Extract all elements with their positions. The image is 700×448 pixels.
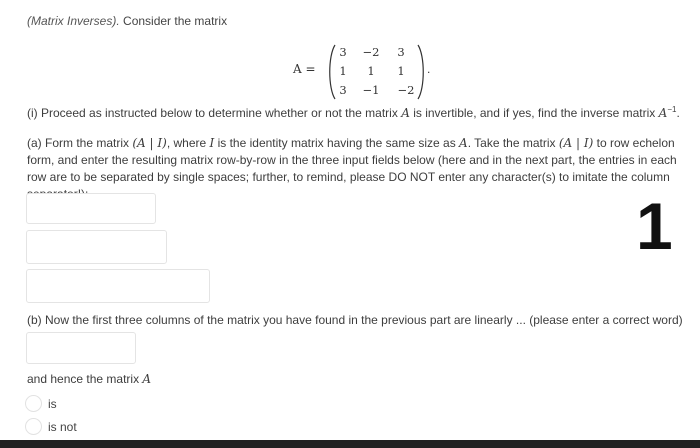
hence-text (27, 372, 151, 386)
annotation-number: 1 (636, 189, 673, 263)
part-a-t4: . Take the matrix (467, 136, 559, 150)
part-a-m2: I (209, 136, 215, 150)
row2-input[interactable] (26, 230, 167, 264)
matrix-cell: 3 (339, 83, 347, 97)
part-a-m4: (A | I) (558, 136, 594, 150)
part-i-sup: −1 (667, 105, 677, 114)
intro-line (27, 14, 227, 28)
row3-input[interactable] (26, 269, 210, 303)
matrix-cell: 1 (339, 64, 347, 78)
radio-is[interactable] (25, 395, 42, 412)
part-i-var: A (401, 106, 410, 120)
intro-text: Consider the matrix (123, 14, 228, 28)
radio-is-label: is (48, 397, 57, 411)
linearly-word-input[interactable] (26, 332, 136, 364)
matrix-period: . (427, 62, 431, 76)
part-a-m3: A (459, 136, 468, 150)
part-a-t3: is the identity matrix having the same size as (214, 136, 460, 150)
intro-label: (Matrix Inverses). (27, 14, 120, 28)
hence-var: A (142, 372, 152, 386)
radio-is-not-label: is not (48, 420, 77, 434)
part-i-text (27, 101, 692, 122)
matrix-cell: 3 (397, 45, 405, 59)
row1-input[interactable] (26, 193, 156, 224)
matrix-cell: −2 (362, 45, 380, 59)
hence-label: and hence the matrix (27, 372, 143, 386)
matrix-cell: 3 (339, 45, 347, 59)
matrix-cell: −2 (397, 83, 415, 97)
matrix-cell: −1 (362, 83, 380, 97)
part-b-text: (b) Now the first three columns of the matrix you have found in the previous part are linearly ... (please enter a correct word) (27, 313, 683, 327)
part-i-inv: A (658, 106, 668, 120)
part-a-t1: (a) Form the matrix (27, 136, 133, 150)
part-i-prefix: (i) Proceed as instructed below to determine whether or not the matrix (27, 106, 402, 120)
part-a-t5: to row echelon form, and enter the resulting matrix row-by-row in the three input fields below (here and in the next part, the entries in each row are to be separated by single spaces; further, to remind, please DO NOT enter any character(s) to imitate the column (27, 136, 677, 184)
part-a-m1: (A | I) (132, 136, 167, 150)
bottom-bar (0, 440, 700, 448)
matrix-lhs: A = (293, 62, 316, 76)
radio-is-not[interactable] (25, 418, 42, 435)
part-a-t2: , where (166, 136, 210, 150)
matrix-cell: 1 (397, 64, 405, 78)
part-i-end: . (676, 106, 680, 120)
matrix-cell: 1 (367, 64, 375, 78)
part-i-middle: is invertible, and if yes, find the inverse matrix (409, 106, 659, 120)
